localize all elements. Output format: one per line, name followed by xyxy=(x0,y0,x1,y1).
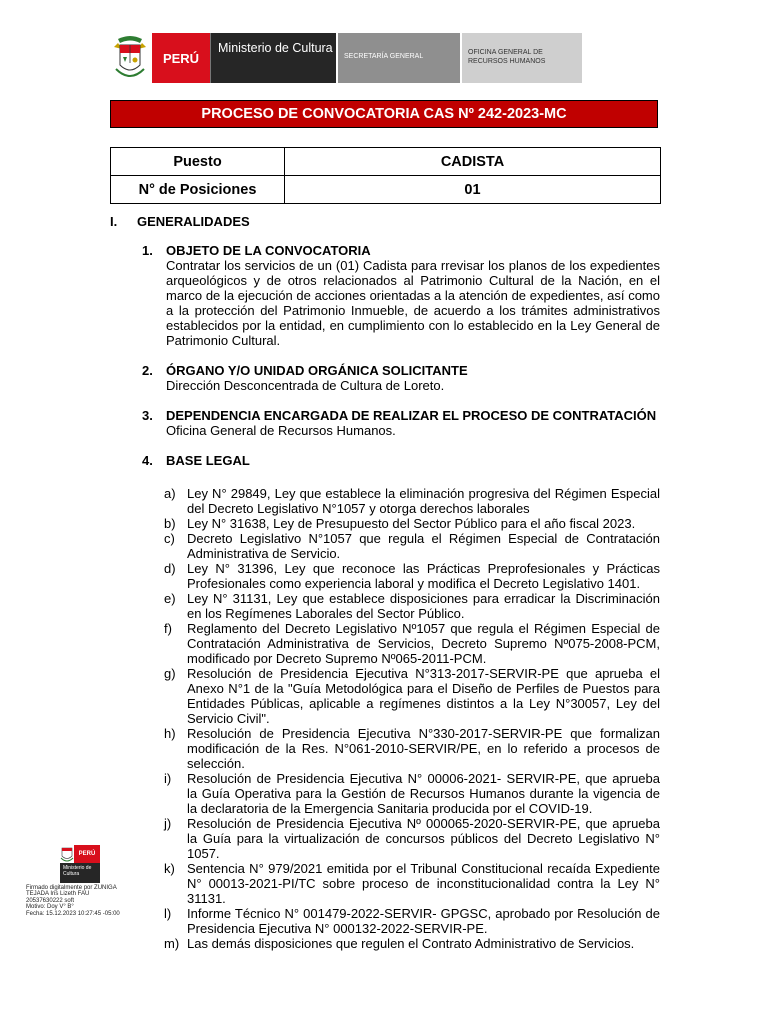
legal-item xyxy=(164,531,660,561)
table-cell-value: CADISTA xyxy=(285,148,661,176)
digital-signature-stamp xyxy=(26,845,136,917)
table-row xyxy=(111,176,661,204)
legal-text: Ley N° 31638, Ley de Presupuesto del Sector Público para el año fiscal 2023. xyxy=(187,516,636,531)
legal-item xyxy=(164,861,660,906)
item-text: Contratar los servicios de un (01) Cadista para rrevisar los planos de los expedientes arqueológicos y de otros relacionados al Patrimonio Cultural de la Nación, en el marco de la ejecución de acciones orientadas a la atención de expedientes, así como a la protección del Patrimonio Inmueble, de acuerdo a los trámites administrativos establecidos por la entidad, en cumplimiento con lo establecido en la Ley General de Patrimonio Cultural. xyxy=(166,258,660,348)
legal-item xyxy=(164,561,660,591)
legal-item xyxy=(164,486,660,516)
legal-text: Resolución de Presidencia Ejecutiva N°330-2017-SERVIR-PE que formalizan modificación de la Res. N°061-2010-SERVIR/PE, en lo referido a procesos de selección. xyxy=(187,726,660,771)
legal-text: Ley N° 31131, Ley que establece disposiciones para erradicar la Discriminación en los Regímenes Laborales del Sector Público. xyxy=(187,591,660,621)
signature-line: Fecha: 15.12.2023 10:27:45 -05:00 xyxy=(26,910,120,917)
section-number: I. xyxy=(110,214,118,229)
item-number: 4. xyxy=(142,453,153,468)
legal-item xyxy=(164,516,660,531)
coat-of-arms-icon xyxy=(60,845,74,863)
document-body xyxy=(110,214,660,951)
legal-letter: l) xyxy=(164,906,172,921)
table-cell-label: N° de Posiciones xyxy=(111,176,285,204)
document-title: PROCESO DE CONVOCATORIA CAS Nº 242-2023-MC xyxy=(110,100,658,128)
signature-details xyxy=(26,885,136,917)
legal-letter: m) xyxy=(164,936,180,951)
legal-letter: c) xyxy=(164,531,175,546)
legal-item xyxy=(164,666,660,726)
item-text: Oficina General de Recursos Humanos. xyxy=(166,423,396,438)
legal-text: Ley N° 29849, Ley que establece la eliminación progresiva del Régimen Especial del Decreto Legislativo N°1057 y otorga derechos laborales xyxy=(187,486,660,516)
list-item xyxy=(142,453,660,468)
table-row xyxy=(111,148,661,176)
item-title: OBJETO DE LA CONVOCATORIA xyxy=(166,243,371,258)
legal-letter: i) xyxy=(164,771,172,786)
signature-logo xyxy=(60,845,136,863)
peru-logo: PERÚ xyxy=(74,845,100,863)
legal-text: Sentencia N° 979/2021 emitida por el Tribunal Constitucional recaída Expediente N° 00013-2021-PI/TC sobre proceso de inconstitucionalidad contra la Ley N° 31131. xyxy=(187,861,660,906)
legal-letter: e) xyxy=(164,591,176,606)
signature-line: 20537630222 soft xyxy=(26,897,75,904)
legal-letter: b) xyxy=(164,516,176,531)
office-label: OFICINA GENERAL DE RECURSOS HUMANOS xyxy=(462,33,582,83)
legal-text: Reglamento del Decreto Legislativo Nº1057 que regula el Régimen Especial de Contratación Administrativa de Servicios, Decreto Supremo Nº075-2008-PCM, modificado por Decreto Supremo Nº065-2011-PCM. xyxy=(187,621,660,666)
legal-letter: h) xyxy=(164,726,176,741)
legal-item xyxy=(164,771,660,816)
item-title: ÓRGANO Y/O UNIDAD ORGÁNICA SOLICITANTE xyxy=(166,363,468,378)
legal-letter: a) xyxy=(164,486,176,501)
item-number: 2. xyxy=(142,363,153,378)
position-info-table xyxy=(110,147,661,204)
legal-text: Resolución de Presidencia Ejecutiva N° 00006-2021- SERVIR-PE, que aprueba la Guía Operativa para la Gestión de Recursos Humanos durante la vigencia de la declaratoria de la Emergencia Sanitaria producida por el COVID-19. xyxy=(187,771,660,816)
list-item xyxy=(142,243,660,348)
document-header xyxy=(110,33,582,83)
legal-letter: f) xyxy=(164,621,172,636)
list-item xyxy=(142,363,660,393)
list-item xyxy=(142,408,660,438)
signature-line: TEJADA Iris Lizeth FAU xyxy=(26,891,90,898)
legal-text: Las demás disposiciones que regulen el Contrato Administrativo de Servicios. xyxy=(187,936,635,951)
legal-text: Resolución de Presidencia Ejecutiva Nº 000065-2020-SERVIR-PE, que aprueba la Guía para la virtualización de concursos públicos del Decreto Legislativo N° 1057. xyxy=(187,816,660,861)
legal-letter: d) xyxy=(164,561,176,576)
table-cell-value: 01 xyxy=(285,176,661,204)
legal-item xyxy=(164,591,660,621)
ministry-logo-label: Ministerio de Cultura xyxy=(60,863,100,883)
section-title: GENERALIDADES xyxy=(137,214,250,229)
legal-letter: j) xyxy=(164,816,172,831)
ministry-logo-label: Ministerio de Cultura xyxy=(210,33,336,83)
legal-basis-list xyxy=(164,486,660,951)
section-heading xyxy=(110,214,660,229)
legal-text: Decreto Legislativo N°1057 que regula el Régimen Especial de Contratación Administrativa de Servicio. xyxy=(187,531,660,561)
table-cell-label: Puesto xyxy=(111,148,285,176)
legal-letter: g) xyxy=(164,666,176,681)
item-text: Dirección Desconcentrada de Cultura de Loreto. xyxy=(166,378,445,393)
legal-text: Ley N° 31396, Ley que reconoce las Prácticas Preprofesionales y Prácticas Profesionales como experiencia laboral y modifica el Decreto Legislativo 1401. xyxy=(187,561,660,591)
legal-item xyxy=(164,726,660,771)
peru-logo: PERÚ xyxy=(152,33,210,83)
item-title: DEPENDENCIA ENCARGADA DE REALIZAR EL PROCESO DE CONTRATACIÓN xyxy=(166,408,657,423)
signature-line: Motivo: Doy V° B° xyxy=(26,904,74,911)
coat-of-arms-icon xyxy=(110,33,150,83)
legal-item xyxy=(164,816,660,861)
item-number: 3. xyxy=(142,408,153,423)
legal-text: Informe Técnico N° 001479-2022-SERVIR- GPGSC, aprobado por Resolución de Presidencia Ejecutiva N° 000132-2022-SERVIR-PE. xyxy=(187,906,660,936)
legal-text: Resolución de Presidencia Ejecutiva N°313-2017-SERVIR-PE que aprueba el Anexo N°1 de la "Guía Metodológica para el Diseño de Perfiles de Puestos para Entidades Públicas, aplicable a regímenes distintos a la Ley N°30057, Ley del Servicio Civil". xyxy=(187,666,660,726)
item-title: BASE LEGAL xyxy=(166,453,250,468)
legal-item xyxy=(164,621,660,666)
legal-item xyxy=(164,936,660,951)
secretary-label: SECRETARÍA GENERAL xyxy=(338,33,460,83)
signature-line: Firmado digitalmente por ZUNIGA xyxy=(26,885,117,891)
legal-letter: k) xyxy=(164,861,175,876)
legal-item xyxy=(164,906,660,936)
item-number: 1. xyxy=(142,243,153,258)
